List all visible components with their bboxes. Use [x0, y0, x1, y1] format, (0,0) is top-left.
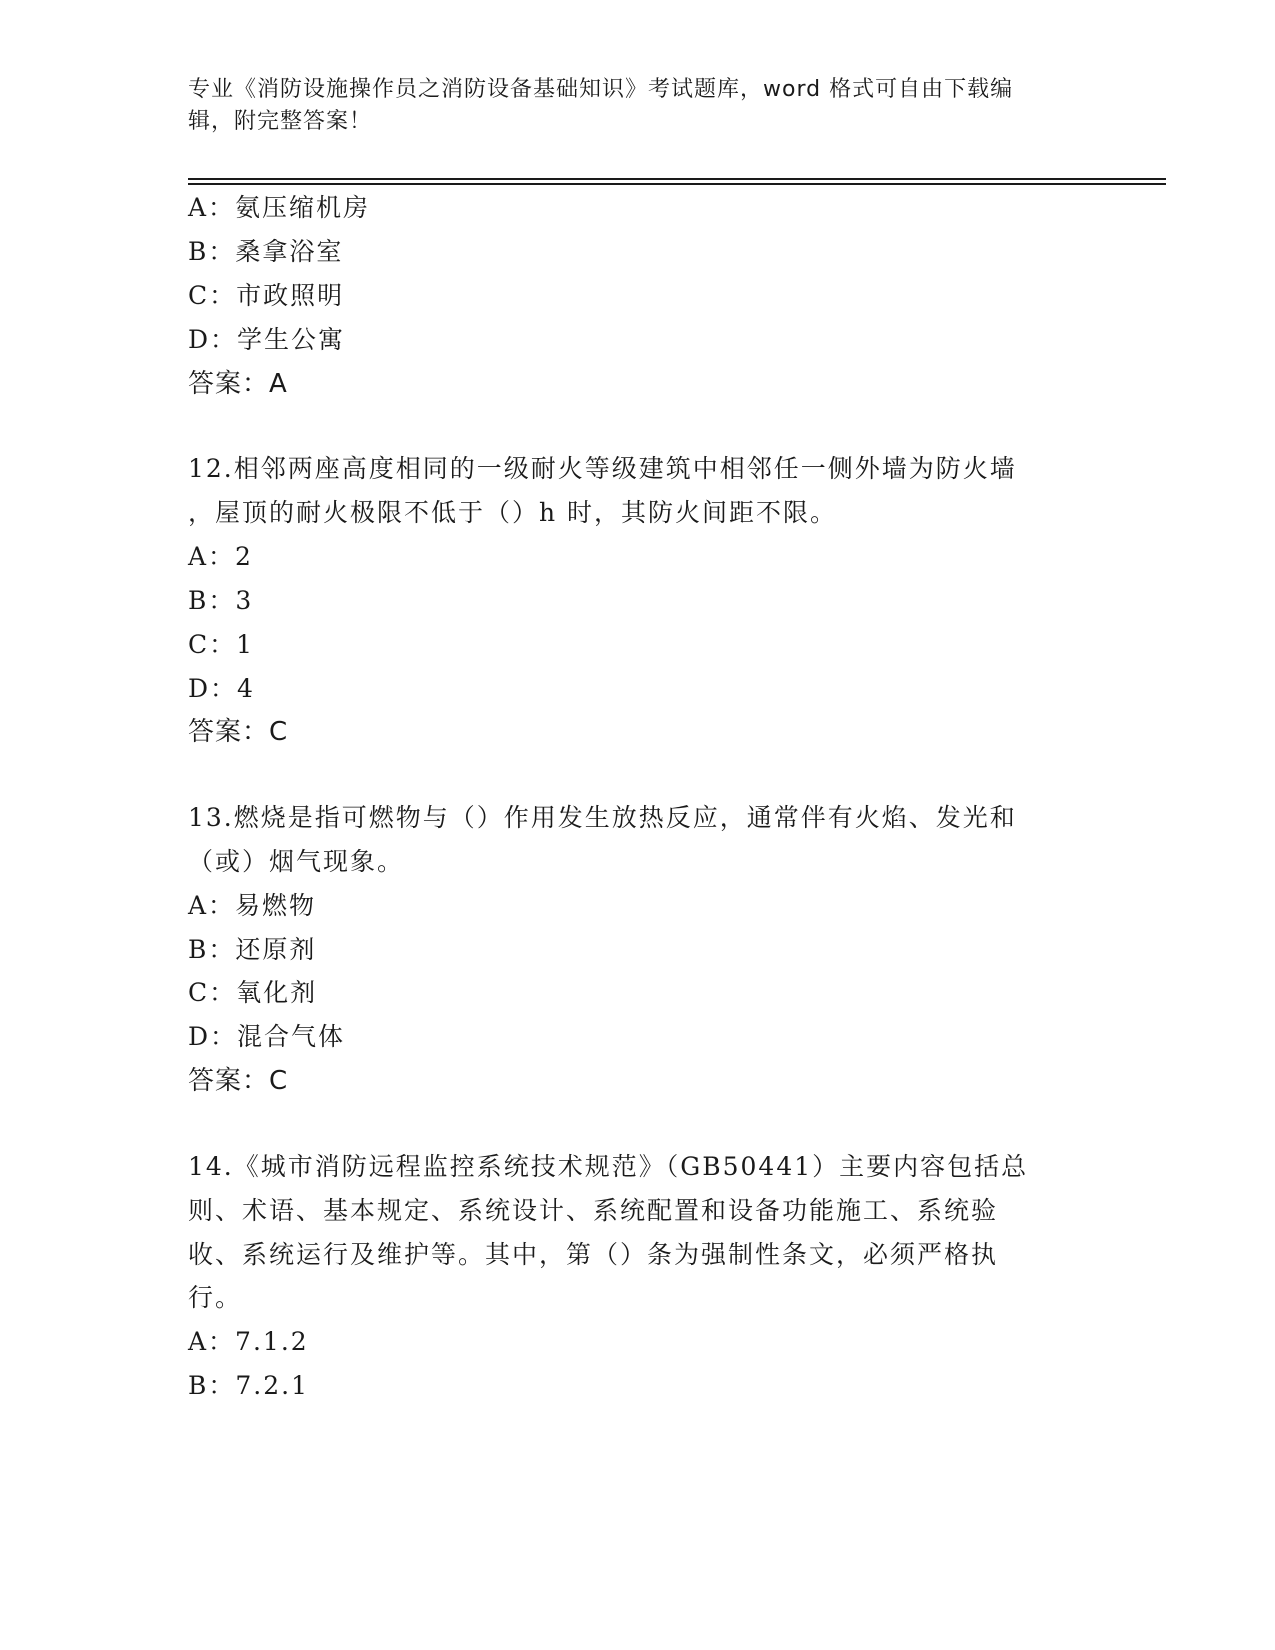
q14-option-a: A：7.1.2 — [188, 1327, 309, 1356]
q12-stem-line-1: 12.相邻两座高度相同的一级耐火等级建筑中相邻任一侧外墙为防火墙 — [188, 454, 1017, 483]
header-line-1: 专业《消防设施操作员之消防设备基础知识》考试题库，word 格式可自由下载编 — [188, 77, 1014, 102]
q14-stem-line-4: 行。 — [188, 1283, 243, 1312]
q13-option-b: B：还原剂 — [188, 935, 317, 964]
q11-option-a: A：氨压缩机房 — [188, 193, 371, 222]
q12-option-d: D：4 — [188, 674, 255, 703]
q12-option-b: B：3 — [188, 586, 254, 615]
q14-option-b: B：7.2.1 — [188, 1371, 309, 1400]
q14-stem-line-3: 收、系统运行及维护等。其中，第（）条为强制性条文，必须严格执 — [188, 1240, 999, 1269]
q11-answer: 答案：A — [188, 369, 288, 399]
q11-option-c: C：市政照明 — [188, 281, 345, 310]
q13-option-c: C：氧化剂 — [188, 978, 318, 1007]
header-divider-top — [188, 178, 1166, 180]
q13-option-d: D：混合气体 — [188, 1022, 346, 1051]
q14-stem-line-2: 则、术语、基本规定、系统设计、系统配置和设备功能施工、系统验 — [188, 1196, 999, 1225]
q12-option-a: A：2 — [188, 542, 253, 571]
q13-stem-line-1: 13.燃烧是指可燃物与（）作用发生放热反应，通常伴有火焰、发光和 — [188, 803, 1017, 832]
q14-stem-line-1: 14.《城市消防远程监控系统技术规范》（GB50441）主要内容包括总 — [188, 1152, 1029, 1181]
q12-stem-line-2: ，屋顶的耐火极限不低于（）h 时，其防火间距不限。 — [188, 498, 838, 527]
q13-answer: 答案：C — [188, 1066, 289, 1096]
q12-answer: 答案：C — [188, 717, 289, 747]
q13-option-a: A：易燃物 — [188, 891, 317, 920]
q13-stem-line-2: （或）烟气现象。 — [188, 847, 405, 876]
q12-option-c: C：1 — [188, 630, 255, 659]
header-line-2: 辑，附完整答案！ — [188, 109, 373, 134]
q11-option-b: B：桑拿浴室 — [188, 237, 344, 266]
document-header — [188, 74, 1078, 138]
q11-option-d: D：学生公寓 — [188, 325, 346, 354]
header-divider-bottom — [188, 183, 1166, 185]
